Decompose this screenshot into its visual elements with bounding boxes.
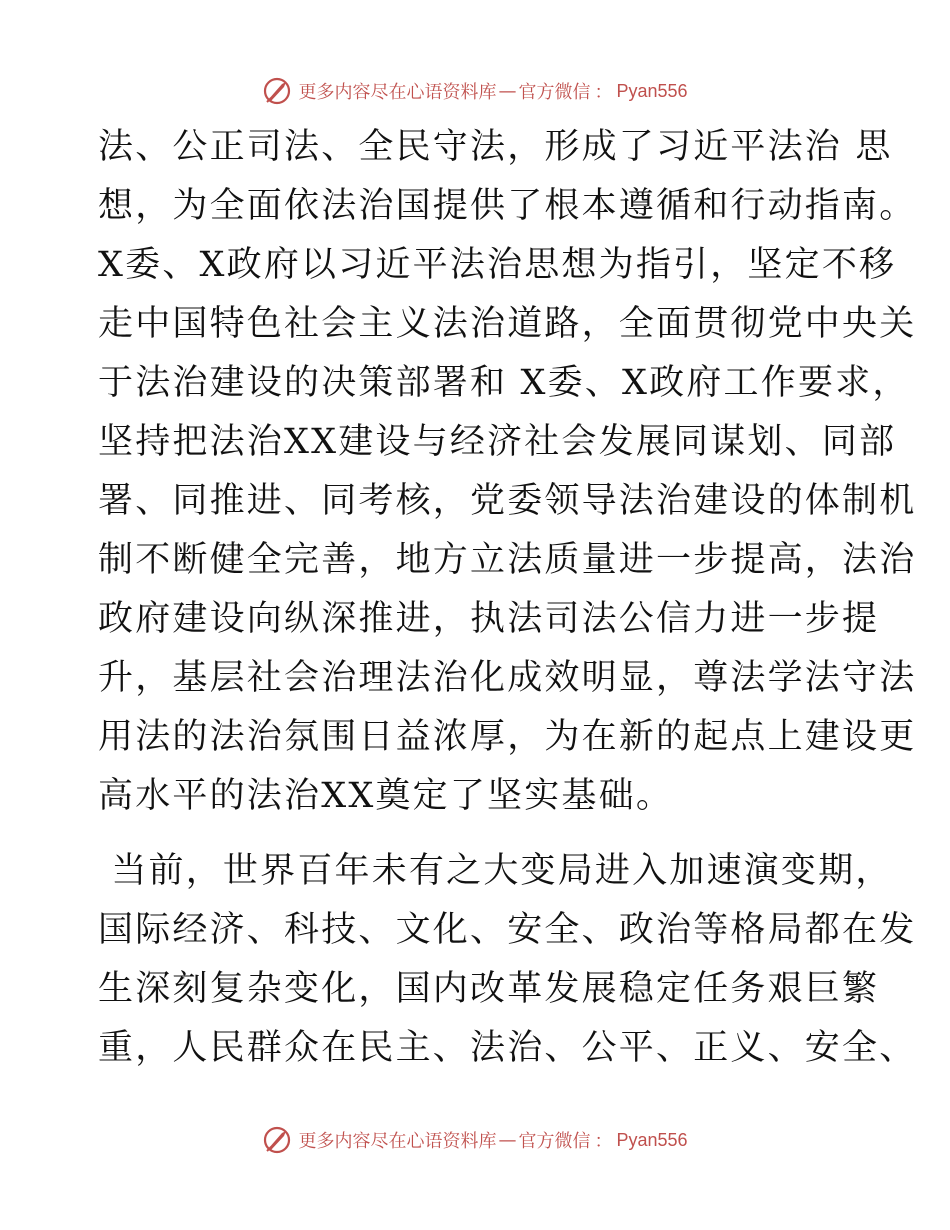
text-line: 国际经济、科技、文化、安全、政治等格局都在发 (98, 910, 917, 950)
text-line: 政府建设向纵深推进，执法司法公信力进一步提 (98, 599, 880, 639)
paragraph-1 (98, 118, 917, 826)
banner-wechat-label: 官方微信 (518, 82, 591, 103)
text-line: 坚持把法治XX建设与经济社会发展同谋划、同部 (98, 422, 897, 462)
paragraph-gap (98, 826, 858, 842)
text-line: 法、公正司法、全民守法，形成了习近平法治 思 (98, 127, 893, 167)
text-line: 升，基层社会治理法治化成效明显，尊法学法守法 (98, 658, 917, 698)
document-body (98, 118, 917, 1078)
footer-banner (0, 1120, 950, 1160)
quill-pen-logo-icon (262, 76, 292, 106)
banner-separator: ： (594, 1131, 613, 1152)
banner-brand-text: 更多内容尽在心语资料库 (298, 82, 497, 103)
banner-separator: ： (594, 82, 613, 103)
banner-dash: — (498, 1129, 517, 1151)
banner-wechat-id: Pyan556 (616, 80, 688, 101)
text-line: 高水平的法治XX奠定了坚实基础。 (98, 776, 674, 816)
text-line: 想，为全面依法治国提供了根本遵循和行动指南。 (98, 186, 917, 226)
banner-dash: — (498, 80, 517, 102)
text-line: X委、X政府以习近平法治思想为指引，坚定不移 (98, 245, 897, 285)
banner-wechat-id: Pyan556 (616, 1129, 688, 1150)
banner-wechat-label: 官方微信 (518, 1131, 591, 1152)
header-banner (0, 71, 950, 111)
paragraph-2 (98, 842, 917, 1078)
text-line: 用法的法治氛围日益浓厚，为在新的起点上建设更 (98, 717, 917, 757)
text-line: 当前，世界百年未有之大变局进入加速演变期， (98, 851, 893, 891)
text-line: 署、同推进、同考核，党委领导法治建设的体制机 (98, 481, 917, 521)
text-line: 重，人民群众在民主、法治、公平、正义、安全、 (98, 1028, 917, 1068)
text-line: 于法治建设的决策部署和 X委、X政府工作要求， (98, 363, 910, 403)
banner-brand-text: 更多内容尽在心语资料库 (298, 1131, 497, 1152)
quill-pen-logo-icon (262, 1125, 292, 1155)
text-line: 生深刻复杂变化，国内改革发展稳定任务艰巨繁 (98, 969, 880, 1009)
text-line: 制不断健全完善，地方立法质量进一步提高，法治 (98, 540, 917, 580)
text-line: 走中国特色社会主义法治道路，全面贯彻党中央关 (98, 304, 917, 344)
